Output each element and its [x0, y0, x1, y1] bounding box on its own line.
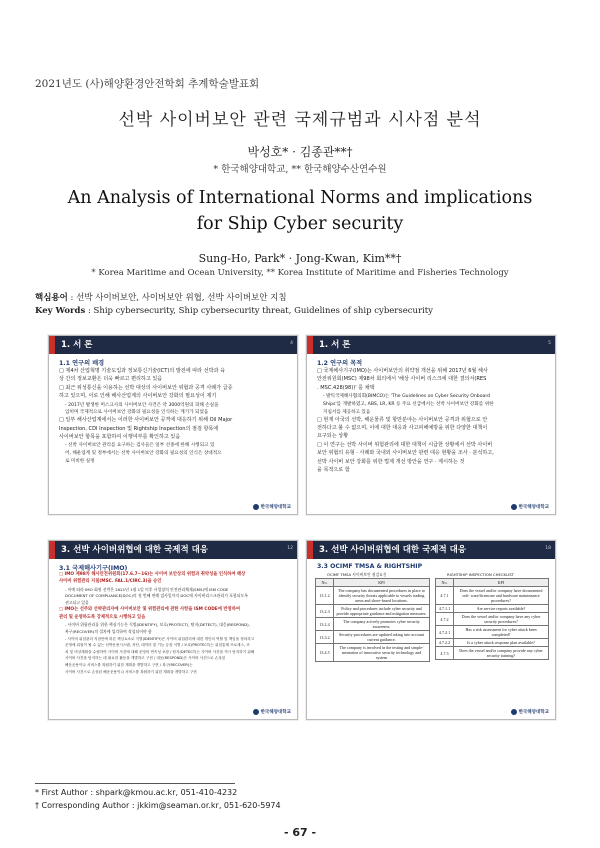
slide-line: - 발틱국제해사협의회(BIMCO)는 'The Guidelines on Cyber Security Onboard [323, 394, 491, 400]
table-cell: Does the vessel and/or company provide any cyber security training? [454, 647, 549, 660]
table-header-row [316, 579, 430, 587]
column-header: KPI [334, 579, 430, 587]
table-cell: 13.1.2 [316, 587, 334, 605]
title-korean: 선박 사이버보안 관련 국제규범과 시사점 분석 [118, 110, 482, 130]
slide-intro-purpose [306, 335, 556, 515]
slide-line: 하고 있으며, 이로 인해 해사산업계의 사이버보안 강화의 필요성이 제기 [59, 393, 217, 400]
slide-line: 입히며 국제적으로 사이버보안 강화의 필요성을 인식하는 계기가 되었음 [65, 410, 209, 416]
slide-line: 사이버 사건을 탐지하는 데 필요한 활동을 개발하고 구현 / 대응(RESPOND)은 사이버 사건으로 손상된 [65, 656, 226, 661]
table-cell: Is a cyber attack response plan available? [454, 639, 549, 647]
table-row [436, 639, 549, 647]
slide-line: Inspection, CDI Inspection 및 Rightship Inspection의 점검 항목에 [59, 425, 219, 432]
slide-section-heading: 3.3 OCIMF TMSA & RIGHTSHIP [317, 563, 423, 570]
table-cell: Does the vessel and/or company have documented soft- ware/firmware and hardware maintenance procedures? [454, 587, 549, 605]
table-cell: 13.3.2 [316, 631, 334, 644]
slide-line: □ 일부 해사산업계에서는 이러한 사이버보안 공격에 대응하기 위해 Oil Major [59, 417, 233, 424]
table-cell: The company actively promotes cyber security awareness. [334, 618, 430, 631]
table-row [316, 587, 430, 605]
column-header: No. [316, 579, 334, 587]
slide-line: - 2017년 발생한 머스크사의 사이버보안 사건은 약 3000억원의 피해 손실을 [65, 402, 219, 408]
table-cell: Has a risk assessment for cyber attack been completed? [454, 626, 549, 639]
table-cell: Are service reports available? [454, 605, 549, 613]
tmsa-checklist-table [315, 578, 430, 662]
slide-line: - 이에 따라 IMO 회원 선박은 2021년 1월 1일 이후 사업장의 안전관리체제(SMS)에 ISM CODE [65, 586, 229, 592]
slide-line: DOCUMENT OF COMPLIANCE(DOC)의 첫 번째 연례 검사일까지 DOC에 사이버리스크관리가 포함되도록 [65, 593, 248, 599]
slide-line: □ 제4차 산업혁명 기술도입과 정보통신기술(ICT)의 발전에 따라 선박과 육 [59, 368, 226, 374]
slide-line: 로 미비한 실정 [65, 458, 95, 464]
keywords-korean-text: : 선박 사이버보안, 사이버보안 위협, 선박 사이버보안 지침 [67, 293, 287, 303]
slide-title: 3. 선박 사이버위협에 대한 국제적 대응 [61, 545, 209, 555]
slide-line: 상 간의 정보교환은 더욱 빠르고 편리하고 있음 [59, 376, 163, 383]
slide-line: □ 최근 위성통신을 이용하는 선박 대상의 사이버보안 위협과 공격 사례가 급증 [59, 384, 233, 391]
slide-section-heading: 3.1 국제해사기구(IMO) [59, 565, 128, 572]
slide-line: 요구되는 상황 [317, 433, 349, 440]
slide-header-accent [49, 336, 55, 354]
slide-line: □ IMO 제98차 해사안전위원회(17.6.7~16)는 사이버 보안상의 위험과 취약성을 인식하여 해상 [59, 572, 246, 577]
slide-section-heading: 1.1 연구의 배경 [59, 360, 105, 367]
footnote-divider [35, 783, 235, 784]
table-cell: 4.7.3 [436, 647, 454, 660]
university-logo [511, 709, 549, 715]
slide-line: 보안 위협의 유형 · 사례와 국내외 사이버보안 관련 대응 현황을 조사 · 분석하고, [317, 450, 494, 457]
table-cell: Policy and procedures include cyber security and provide appropriate guidance and mitigation measures. [334, 605, 430, 618]
keywords-english [35, 306, 433, 316]
slide-section-heading: 1.2 연구의 목적 [317, 360, 363, 367]
slide-line: □ 이 연구는 선박 사이버 위험관리에 대한 대책이 시급한 상황에서 선박 사이버 [317, 441, 493, 448]
footnote-first-author: * First Author : shpark@kmou.ac.kr, 051-410-4232 [35, 788, 238, 797]
slide-line: □ IMO는 선주와 선박관리자에 사이버보안 및 위험관리에 관한 사항을 ISM CODE에 반영하여 [59, 607, 240, 613]
table-cell: 4.7.1.1 [436, 605, 454, 613]
table-caption-rightship: RIGHTSHIP INSPECTION CHECKLIST [447, 572, 514, 577]
slide-line: 선박 사이버 보안 강화를 위한 법제 개선 방안을 연구 · 제시하는 것 [317, 458, 465, 465]
table-row [436, 605, 549, 613]
table-cell: The company has documented procedures in place to identify security threats applicable to vessels trading areas and shore-based locations. [334, 587, 430, 605]
slide-ocimf-rightship [306, 540, 556, 720]
slide-page-number: 12 [287, 546, 293, 551]
table-cell: 4.7.2.1 [436, 626, 454, 639]
table-cell: Security procedures are updated taking into account current guidance. [334, 631, 430, 644]
authors-korean: 박성호* · 김종관**† [247, 145, 353, 159]
slide-page-number: 5 [548, 341, 551, 346]
slide-line: - 사이버 위험관리를 위한 핵심기능은 식별(IDENTIFY), 보호(PROTECT), 탐지(DETECT), 대응(RESPOND), [65, 621, 250, 627]
slide-line: 사이버 위험관리 지침(MSC. FAL.1/CIRC.3)을 승인 [59, 579, 162, 585]
slide-line: 사이버보안 항목을 포함하여 이행여부를 확인하고 있음 [59, 433, 181, 440]
slide-header [307, 541, 555, 559]
logo-emblem-icon [253, 709, 259, 715]
slide-line: 사이버 사건으로 손상된 해운운용이나 서비스를 복원하기 위한 계획을 개발하고 구현 [65, 669, 197, 674]
table-row [436, 613, 549, 626]
slide-line: □ 국제해사기구(IMO)는 사이버보안의 취약점 개선을 위해 2017년 6월 해사 [317, 368, 488, 374]
slide-header [49, 541, 297, 559]
table-row [316, 644, 430, 662]
logo-emblem-icon [511, 709, 517, 715]
logo-text: 한국해양대학교 [518, 710, 549, 715]
slide-line: 운영에 위험이 될 수 있는 선박운용시스템, 자산, 데이터 및 기능 등을 식별 / 보호(PROTECT)는 위험통제 프로세스, 조 [65, 643, 250, 648]
slide-line: 어, 해운업계 및 정부에서는 선박 사이버보안 강화의 필요성의 인식은 상대적으 [65, 451, 222, 457]
keywords-english-text: : Ship cybersecurity, Ship cybersecurity threat, Guidelines of ship cybersecurity [85, 306, 433, 316]
table-row [316, 618, 430, 631]
slide-body [317, 368, 547, 475]
table-cell: 4.7.2 [436, 613, 454, 626]
slide-line: 관리 및 운영하도록 강제적으로 시행하고 있음 [59, 614, 146, 620]
slide-imo [48, 540, 298, 720]
logo-emblem-icon [511, 504, 517, 510]
slide-line: 지침서를 제공하고 있음 [323, 409, 371, 415]
slide-header [49, 336, 297, 354]
slide-line: - 사이버 위험관리 지침안에 따른 핵심요소로 식별(IDENTIFY)은 사이버 위험관리에 대한 개인의 역할 및 책임을 정의하고 [65, 636, 255, 641]
keywords-english-label: Key Words [35, 306, 86, 316]
keywords-korean-label: 핵심용어 [35, 293, 68, 303]
slide-header [307, 336, 555, 354]
slide-line: 치 및 비상계획을 수립하여 사이버 사건에 대해 운영의 연속성 보장 / 탐지(DETECT)는 사이버 사건을 적시 탐지하기 위해 [65, 649, 255, 654]
column-header: KPI [454, 579, 549, 587]
university-logo [511, 504, 549, 510]
slide-header-accent [49, 541, 55, 559]
slide-title: 3. 선박 사이버위협에 대한 국제적 대응 [319, 545, 467, 555]
affiliation-english: * Korea Maritime and Ocean University, ** Korea Institute of Maritime and Fisheries Technology [91, 268, 509, 278]
slide-line: 권고되고 있음 [65, 600, 89, 606]
table-cell: 4.7.2.2 [436, 639, 454, 647]
university-logo [253, 709, 291, 715]
table-cell: 13.4.5 [316, 644, 334, 662]
table-header-row [436, 579, 549, 587]
table-cell: The company is involved in the testing and simple- mentation of innovative security technology and system [334, 644, 430, 662]
table-row [436, 587, 549, 605]
table-row [316, 631, 430, 644]
slide-line: 해운운용이나 서비스를 복원하기 위한 계획을 개발하고 구현 / 복구(RECOVER)는 [65, 663, 193, 668]
slide-header-accent [307, 336, 313, 354]
title-english: An Analysis of International Norms and implications for Ship Cyber security [67, 188, 533, 234]
logo-text: 한국해양대학교 [260, 505, 291, 510]
keywords-korean [35, 291, 287, 303]
footnote-corresponding-author: † Corresponding Author : jkkim@seaman.or.kr, 051-620-5974 [35, 801, 281, 810]
slide-line: . MSC.428(98))' 를 채택 [317, 384, 375, 391]
table-cell: 13.2.3 [316, 605, 334, 618]
slide-line: 전하다고 볼 수 없으며, 이에 대한 대응과 사고피해예방을 위한 다양한 대책이 [317, 424, 488, 431]
authors-english: Sung-Ho, Park* · Jong-Kwan, Kim**† [198, 252, 402, 265]
table-cell: Does the vessel and/or company have any cyber security procedures? [454, 613, 549, 626]
slide-body [59, 368, 289, 466]
slide-line: 안전위원회(MSC) 제98차 회의에서 '해상 사이버 리스크에 대한 결의서(RES [317, 376, 487, 383]
table-caption-tmsa: OCIMF TMSA 사이버보안 점검요건 [327, 572, 387, 577]
logo-text: 한국해양대학교 [260, 710, 291, 715]
rightship-checklist-table [435, 578, 549, 660]
slide-line: Ships'를 개발하였고, ABS, LR, KR 등 주요 선급에서는 선박 사이버보안 강화를 위한 [323, 401, 494, 407]
table-cell: 13.2.4 [316, 618, 334, 631]
logo-text: 한국해양대학교 [518, 505, 549, 510]
affiliation-korean: * 한국해양대학교, ** 한국해양수산연수원 [213, 164, 387, 175]
slide-body [59, 572, 289, 675]
table-cell: 4.7.1 [436, 587, 454, 605]
conference-name: 2021년도 (사)해양환경안전학회 추계학술발표회 [35, 78, 260, 90]
slide-intro-background [48, 335, 298, 515]
slide-title: 1. 서 론 [319, 340, 351, 350]
university-logo [253, 504, 291, 510]
column-header: No. [436, 579, 454, 587]
slide-line: 복구(RECOVER)의 절차에 입각하여 작성되어야 함 [65, 628, 152, 634]
slide-page-number: 4 [290, 341, 293, 346]
logo-emblem-icon [253, 504, 259, 510]
slide-title: 1. 서 론 [61, 340, 93, 350]
table-row [436, 626, 549, 639]
slide-line: - 선박 사이버보안 관리를 요구하는 검사들은 일부 선종에 한해 시행되고 있 [65, 443, 215, 449]
slide-header-accent [307, 541, 313, 559]
page-number: - 67 - [283, 826, 317, 839]
table-row [436, 647, 549, 660]
table-row [316, 605, 430, 618]
slide-line: □ 현재 아국의 선박, 해운물류 및 항만분야는 사이버보안 공격과 위협으로 안 [317, 416, 488, 423]
slide-page-number: 18 [545, 546, 551, 551]
slide-line: 을 목적으로 함 [317, 466, 350, 473]
